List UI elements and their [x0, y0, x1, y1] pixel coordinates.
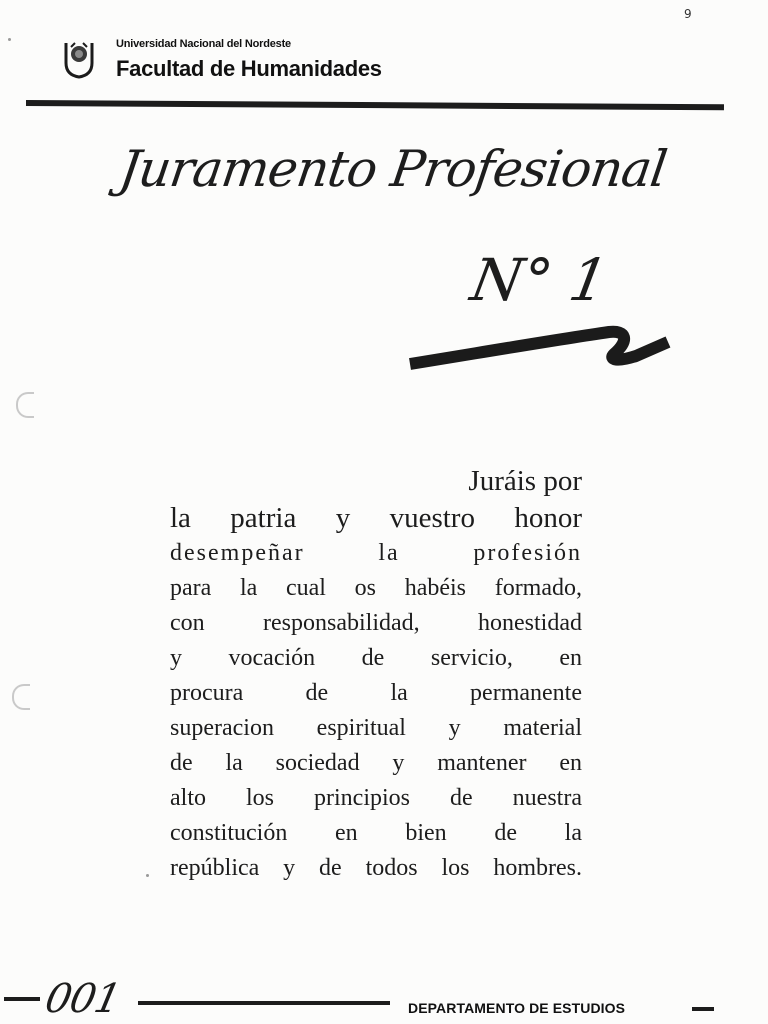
- footer-dash: [4, 997, 40, 1001]
- oath-line: para la cual os habéis formado,: [170, 575, 582, 601]
- oath-line: la patria y vuestro honor: [170, 502, 582, 534]
- university-crest-icon: [62, 39, 96, 79]
- university-name: Universidad Nacional del Nordeste: [116, 38, 291, 50]
- header-rule: [26, 100, 724, 110]
- oath-text: [170, 462, 582, 886]
- scan-speck: [8, 38, 11, 41]
- footer-rule: [138, 1001, 390, 1005]
- oath-line: con responsabilidad, honestidad: [170, 610, 582, 636]
- oath-line: superacion espiritual y material: [170, 715, 582, 741]
- oath-number: N° 1: [466, 246, 614, 314]
- oath-line: alto los principios de nuestra: [170, 785, 582, 811]
- letterhead: [62, 36, 482, 86]
- faculty-name: Facultad de Humanidades: [116, 56, 382, 81]
- decorative-swoosh: [404, 318, 674, 378]
- oath-line: república y de todos los hombres.: [170, 855, 582, 881]
- oath-line: Juráis por: [468, 465, 582, 497]
- oath-line: constitución en bien de la: [170, 820, 582, 846]
- department-name: DEPARTAMENTO DE ESTUDIOS: [408, 1000, 626, 1016]
- footer-dash: [692, 1007, 714, 1011]
- scan-speck: [146, 874, 149, 877]
- oath-line: procura de la permanente: [170, 680, 582, 706]
- page-number: 001: [41, 976, 125, 1022]
- document-title: Juramento Profesional: [115, 140, 670, 198]
- corner-mark: 6: [684, 6, 692, 20]
- oath-line: y vocación de servicio, en: [170, 645, 582, 671]
- punch-hole: [12, 684, 30, 710]
- oath-line: desempeñar la profesión: [170, 540, 582, 566]
- punch-hole: [16, 392, 34, 418]
- oath-line: de la sociedad y mantener en: [170, 750, 582, 776]
